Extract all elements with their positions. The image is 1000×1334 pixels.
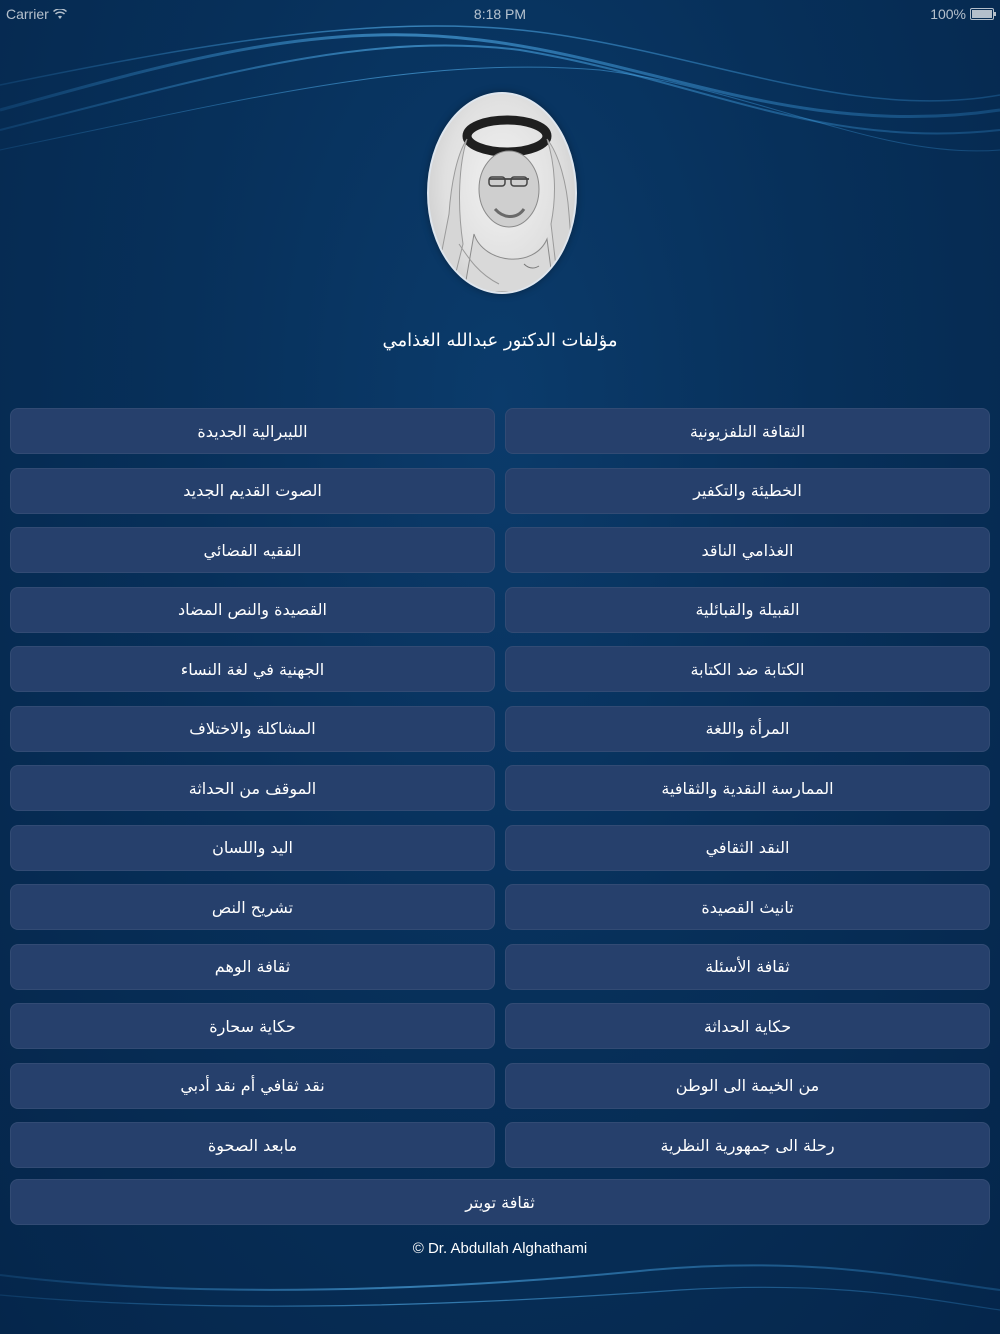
battery-icon (970, 8, 994, 20)
book-button[interactable]: الغذامي الناقد (505, 527, 990, 573)
carrier-label: Carrier (6, 6, 49, 22)
book-button[interactable]: القصيدة والنص المضاد (10, 587, 495, 633)
book-button[interactable]: الثقافة التلفزيونية (505, 408, 990, 454)
book-button[interactable]: الليبرالية الجديدة (10, 408, 495, 454)
book-button[interactable]: ثقافة الوهم (10, 944, 495, 990)
book-button[interactable]: المرأة واللغة (505, 706, 990, 752)
battery-group (930, 6, 994, 22)
author-portrait (427, 92, 577, 294)
copyright-text: © Dr. Abdullah Alghathami (412, 1240, 588, 1257)
status-bar (0, 0, 1000, 28)
battery-percent: 100% (930, 6, 966, 22)
book-button[interactable]: الصوت القديم الجديد (10, 468, 495, 514)
book-button[interactable]: القبيلة والقبائلية (505, 587, 990, 633)
book-button[interactable]: النقد الثقافي (505, 825, 990, 871)
book-button[interactable]: رحلة الى جمهورية النظرية (505, 1122, 990, 1168)
book-button[interactable]: اليد واللسان (10, 825, 495, 871)
book-button-twitter-culture[interactable]: ثقافة تويتر (10, 1179, 990, 1225)
book-button[interactable]: الممارسة النقدية والثقافية (505, 765, 990, 811)
book-button[interactable]: المشاكلة والاختلاف (10, 706, 495, 752)
book-button[interactable]: نقد ثقافي أم نقد أدبي (10, 1063, 495, 1109)
book-button[interactable]: تشريح النص (10, 884, 495, 930)
book-button[interactable]: الموقف من الحداثة (10, 765, 495, 811)
book-button[interactable]: حكاية سحارة (10, 1003, 495, 1049)
book-button[interactable]: من الخيمة الى الوطن (505, 1063, 990, 1109)
book-button[interactable]: تانيث القصيدة (505, 884, 990, 930)
page-title: مؤلفات الدكتور عبدالله الغذامي (382, 330, 618, 351)
book-button[interactable]: الجهنية في لغة النساء (10, 646, 495, 692)
book-button[interactable]: ثقافة الأسئلة (505, 944, 990, 990)
book-button[interactable]: حكاية الحداثة (505, 1003, 990, 1049)
book-button[interactable]: الخطيئة والتكفير (505, 468, 990, 514)
book-button[interactable]: الفقيه الفضائي (10, 527, 495, 573)
books-grid (10, 408, 990, 1168)
book-button[interactable]: مابعد الصحوة (10, 1122, 495, 1168)
status-time: 8:18 PM (473, 6, 527, 22)
book-button[interactable]: الكتابة ضد الكتابة (505, 646, 990, 692)
portrait-sketch (429, 94, 575, 292)
